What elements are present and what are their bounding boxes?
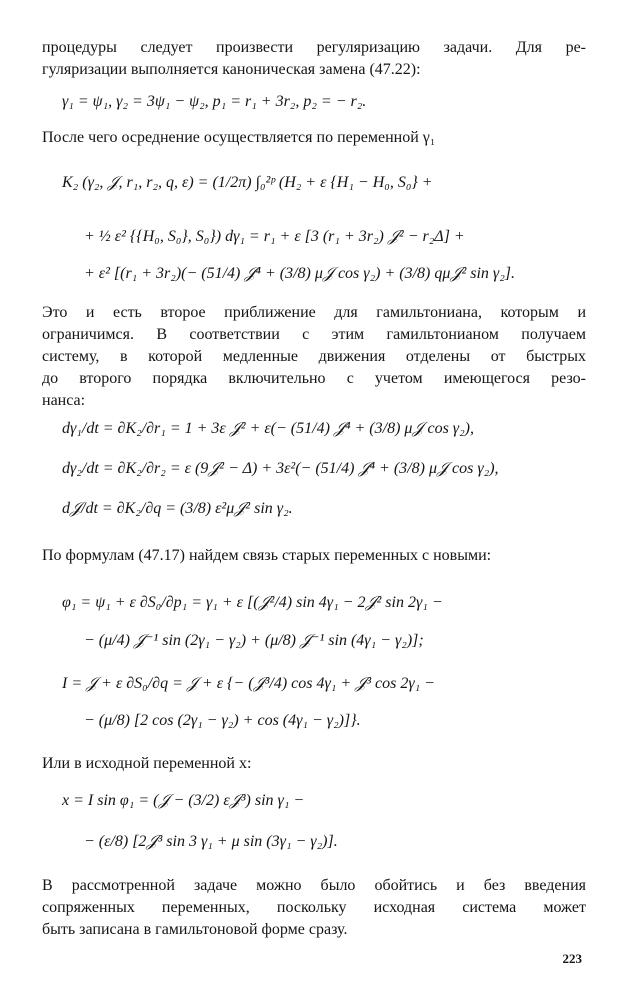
equation-K2-line-3: + ε² [(r₁ + 3r₂)(− (51/4) 𝒥⁴ + (3/8) μ𝒥 cos γ₂) + (3/8) qμ𝒥² sin γ₂]. <box>84 265 516 282</box>
equation-K2-line-2: + ½ ε² {{H₀, S₀}, S₀}) dγ₁ = r₁ + ε [3 (r₁ + 3r₂) 𝒥² − r₂Δ] + <box>84 228 465 245</box>
equation-system-1: dγ₁/dt = ∂K₂/∂r₁ = 1 + 3ε 𝒥² + ε(− (51/4) 𝒥⁴ + (3/8) μ𝒥 cos γ₂), <box>62 420 474 437</box>
paragraph-line: систему, в которой медленные движения отделены от быстрых <box>42 348 586 365</box>
equation-system-2: dγ₂/dt = ∂K₂/∂r₂ = ε (9𝒥² − Δ) + 3ε²(− (51/4) 𝒥⁴ + (3/8) μ𝒥 cos γ₂), <box>62 460 499 477</box>
paragraph-line: ограничимся. В соответствии с этим гамильтонианом получаем <box>42 326 586 343</box>
paragraph-line: По формулам (47.17) найдем связь старых переменных с новыми: <box>42 547 492 564</box>
paragraph-line: После чего осреднение осуществляется по переменной γ₁ <box>42 129 436 146</box>
equation-system-3: d𝒥/dt = ∂K₂/∂q = (3/8) ε²μ𝒥² sin γ₂. <box>62 500 293 517</box>
paragraph-line: быть записана в гамильтоновой форме сразу. <box>42 921 348 938</box>
equation-phi-line-1: φ₁ = ψ₁ + ε ∂S₀/∂p₁ = γ₁ + ε [(𝒥²/4) sin 4γ₁ − 2𝒥² sin 2γ₁ − <box>62 594 443 611</box>
paragraph-line: до второго порядка включительно с учетом имеющегося резо- <box>42 370 586 387</box>
equation-I-line-1: I = 𝒥 + ε ∂S₀/∂q = 𝒥 + ε {− (𝒥³/4) cos 4γ₁ + 𝒥³ cos 2γ₁ − <box>62 675 435 692</box>
paragraph-line: Или в исходной переменной x: <box>42 755 252 772</box>
page-number: 223 <box>562 951 582 966</box>
paragraph-line: нанса: <box>42 392 86 409</box>
equation-I-line-2: − (μ/8) [2 cos (2γ₁ − γ₂) + cos (4γ₁ − γ₂)]}. <box>84 712 361 729</box>
paragraph-line: В рассмотренной задаче можно было обойтись и без введения <box>42 877 586 894</box>
equation-x-line-2: − (ε/8) [2𝒥³ sin 3 γ₁ + μ sin (3γ₁ − γ₂)]. <box>84 833 338 850</box>
paragraph-line: гуляризации выполняется каноническая замена (47.22): <box>42 61 421 78</box>
equation-phi-line-2: − (μ/4) 𝒥⁻¹ sin (2γ₁ − γ₂) + (μ/8) 𝒥⁻¹ sin (4γ₁ − γ₂)]; <box>84 632 424 649</box>
equation-substitution: γ₁ = ψ₁, γ₂ = 3ψ₁ − ψ₂, p₁ = r₁ + 3r₂, p₂ = − r₂. <box>62 93 367 110</box>
paragraph-line: сопряженных переменных, поскольку исходная система может <box>42 899 586 916</box>
paragraph-line: процедуры следует произвести регуляризацию задачи. Для ре- <box>42 39 586 56</box>
paragraph-line: Это и есть второе приближение для гамильтониана, которым и <box>42 304 586 321</box>
equation-x-line-1: x = I sin φ₁ = (𝒥 − (3/2) ε𝒥³) sin γ₁ − <box>62 792 305 809</box>
equation-K2-line-1: K₂ (γ₂, 𝒥, r₁, r₂, q, ε) = (1/2π) ∫₀²ᵖ (H₂ + ε {H₁ − H₀, S₀} + <box>62 174 433 191</box>
